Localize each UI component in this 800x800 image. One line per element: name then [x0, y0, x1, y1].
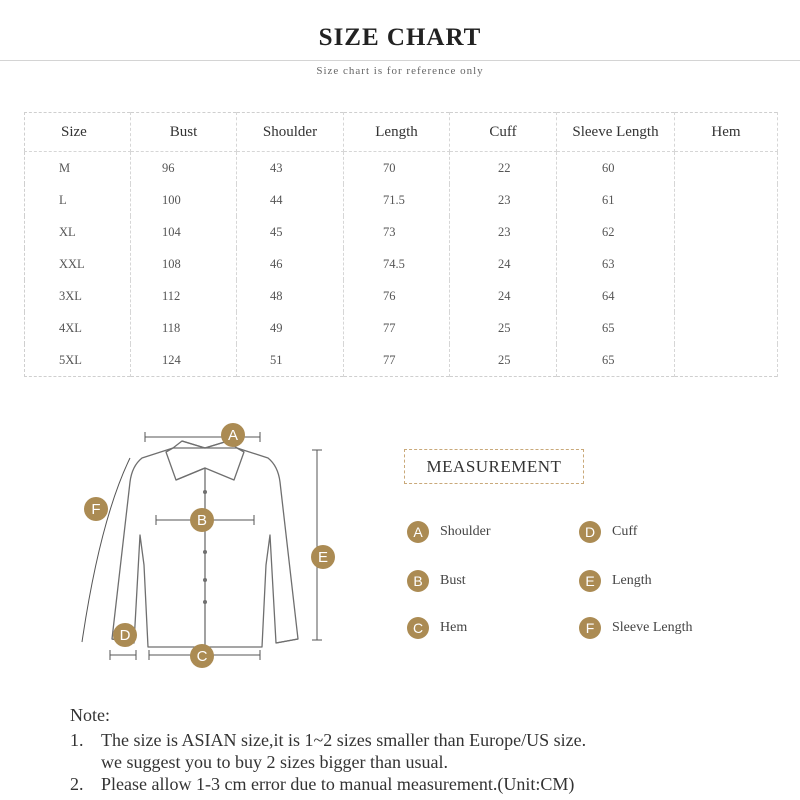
note-number: 1. [70, 730, 84, 750]
table-cell: 77 [344, 312, 450, 344]
legend-item-bust [407, 570, 466, 592]
size-table [24, 112, 778, 377]
measurement-title: MEASUREMENT [404, 449, 584, 484]
table-cell: 5XL [25, 344, 131, 377]
table-cell: XXL [25, 248, 131, 280]
legend-item-sleeve-length [579, 617, 692, 639]
table-cell [675, 152, 778, 185]
legend-badge-d: D [579, 521, 601, 543]
legend-item-length [579, 570, 652, 592]
table-cell: 124 [131, 344, 237, 377]
column-header-shoulder: Shoulder [237, 113, 344, 152]
svg-text:F: F [91, 501, 101, 518]
table-cell: 44 [237, 184, 344, 216]
table-cell: 4XL [25, 312, 131, 344]
legend-label: Shoulder [440, 524, 491, 539]
column-header-length: Length [344, 113, 450, 152]
legend-badge-b: B [407, 570, 429, 592]
table-header-row [25, 113, 778, 152]
table-cell: 77 [344, 344, 450, 377]
table-cell: 64 [557, 280, 675, 312]
table-cell: 108 [131, 248, 237, 280]
table-cell: 100 [131, 184, 237, 216]
table-row [25, 280, 778, 312]
page-title: SIZE CHART [318, 24, 482, 51]
table-row [25, 344, 778, 377]
table-cell: 74.5 [344, 248, 450, 280]
legend-label: Length [612, 573, 652, 588]
note-text: The size is ASIAN size,it is 1~2 sizes smaller than Europe/US size. [101, 730, 587, 750]
table-row [25, 184, 778, 216]
marker-a [221, 423, 245, 447]
marker-e [311, 545, 335, 569]
table-cell: 65 [557, 312, 675, 344]
table-cell: 65 [557, 344, 675, 377]
table-cell: XL [25, 216, 131, 248]
table-cell: 71.5 [344, 184, 450, 216]
table-cell: L [25, 184, 131, 216]
marker-f [84, 497, 108, 521]
table-cell [675, 280, 778, 312]
table-cell: 22 [450, 152, 557, 185]
table-cell: 104 [131, 216, 237, 248]
table-cell: 61 [557, 184, 675, 216]
table-cell: 76 [344, 280, 450, 312]
table-cell: 24 [450, 248, 557, 280]
table-cell: 70 [344, 152, 450, 185]
table-cell [675, 184, 778, 216]
note-item-1-continued: we suggest you to buy 2 sizes bigger than usual. [101, 752, 448, 772]
marker-c [190, 644, 214, 668]
table-cell [675, 248, 778, 280]
column-header-sleeve-length: Sleeve Length [557, 113, 675, 152]
legend-item-cuff [579, 521, 637, 543]
table-cell: 49 [237, 312, 344, 344]
legend-item-hem [407, 617, 467, 639]
table-cell: 23 [450, 184, 557, 216]
table-cell: M [25, 152, 131, 185]
svg-text:A: A [227, 427, 239, 444]
table-cell: 23 [450, 216, 557, 248]
table-cell: 25 [450, 312, 557, 344]
table-cell: 60 [557, 152, 675, 185]
column-header-hem: Hem [675, 113, 778, 152]
legend-badge-c: C [407, 617, 429, 639]
shirt-measurement-diagram [60, 410, 360, 680]
legend-badge-a: A [407, 521, 429, 543]
table-cell: 118 [131, 312, 237, 344]
table-cell: 62 [557, 216, 675, 248]
column-header-cuff: Cuff [450, 113, 557, 152]
table-cell: 24 [450, 280, 557, 312]
table-cell: 25 [450, 344, 557, 377]
legend-label: Bust [440, 573, 466, 588]
title-divider [0, 60, 800, 61]
legend-item-shoulder [407, 521, 491, 543]
legend-badge-e: E [579, 570, 601, 592]
table-cell: 112 [131, 280, 237, 312]
svg-text:B: B [196, 512, 208, 529]
table-cell: 96 [131, 152, 237, 185]
marker-b [190, 508, 214, 532]
marker-d [113, 623, 137, 647]
svg-text:E: E [317, 549, 329, 566]
table-cell: 43 [237, 152, 344, 185]
table-row [25, 152, 778, 185]
table-cell: 3XL [25, 280, 131, 312]
column-header-size: Size [25, 113, 131, 152]
table-row [25, 248, 778, 280]
table-cell [675, 216, 778, 248]
note-item-2 [70, 774, 574, 795]
table-row [25, 216, 778, 248]
legend-label: Hem [440, 620, 468, 635]
table-row [25, 312, 778, 344]
table-cell: 45 [237, 216, 344, 248]
legend-label: Cuff [612, 524, 638, 539]
column-header-bust: Bust [131, 113, 237, 152]
table-cell [675, 312, 778, 344]
legend-label: Sleeve Length [612, 620, 693, 635]
page-subtitle: Size chart is for reference only [316, 65, 484, 77]
note-item-1 [70, 730, 586, 751]
note-number: 2. [70, 774, 84, 794]
legend-badge-f: F [579, 617, 601, 639]
table-cell: 51 [237, 344, 344, 377]
svg-text:C: C [196, 648, 208, 665]
table-cell: 73 [344, 216, 450, 248]
table-cell: 46 [237, 248, 344, 280]
table-cell: 48 [237, 280, 344, 312]
note-text: Please allow 1-3 cm error due to manual measurement.(Unit:CM) [101, 774, 575, 794]
svg-text:D: D [119, 627, 131, 644]
table-cell [675, 344, 778, 377]
note-heading: Note: [70, 705, 110, 725]
table-cell: 63 [557, 248, 675, 280]
